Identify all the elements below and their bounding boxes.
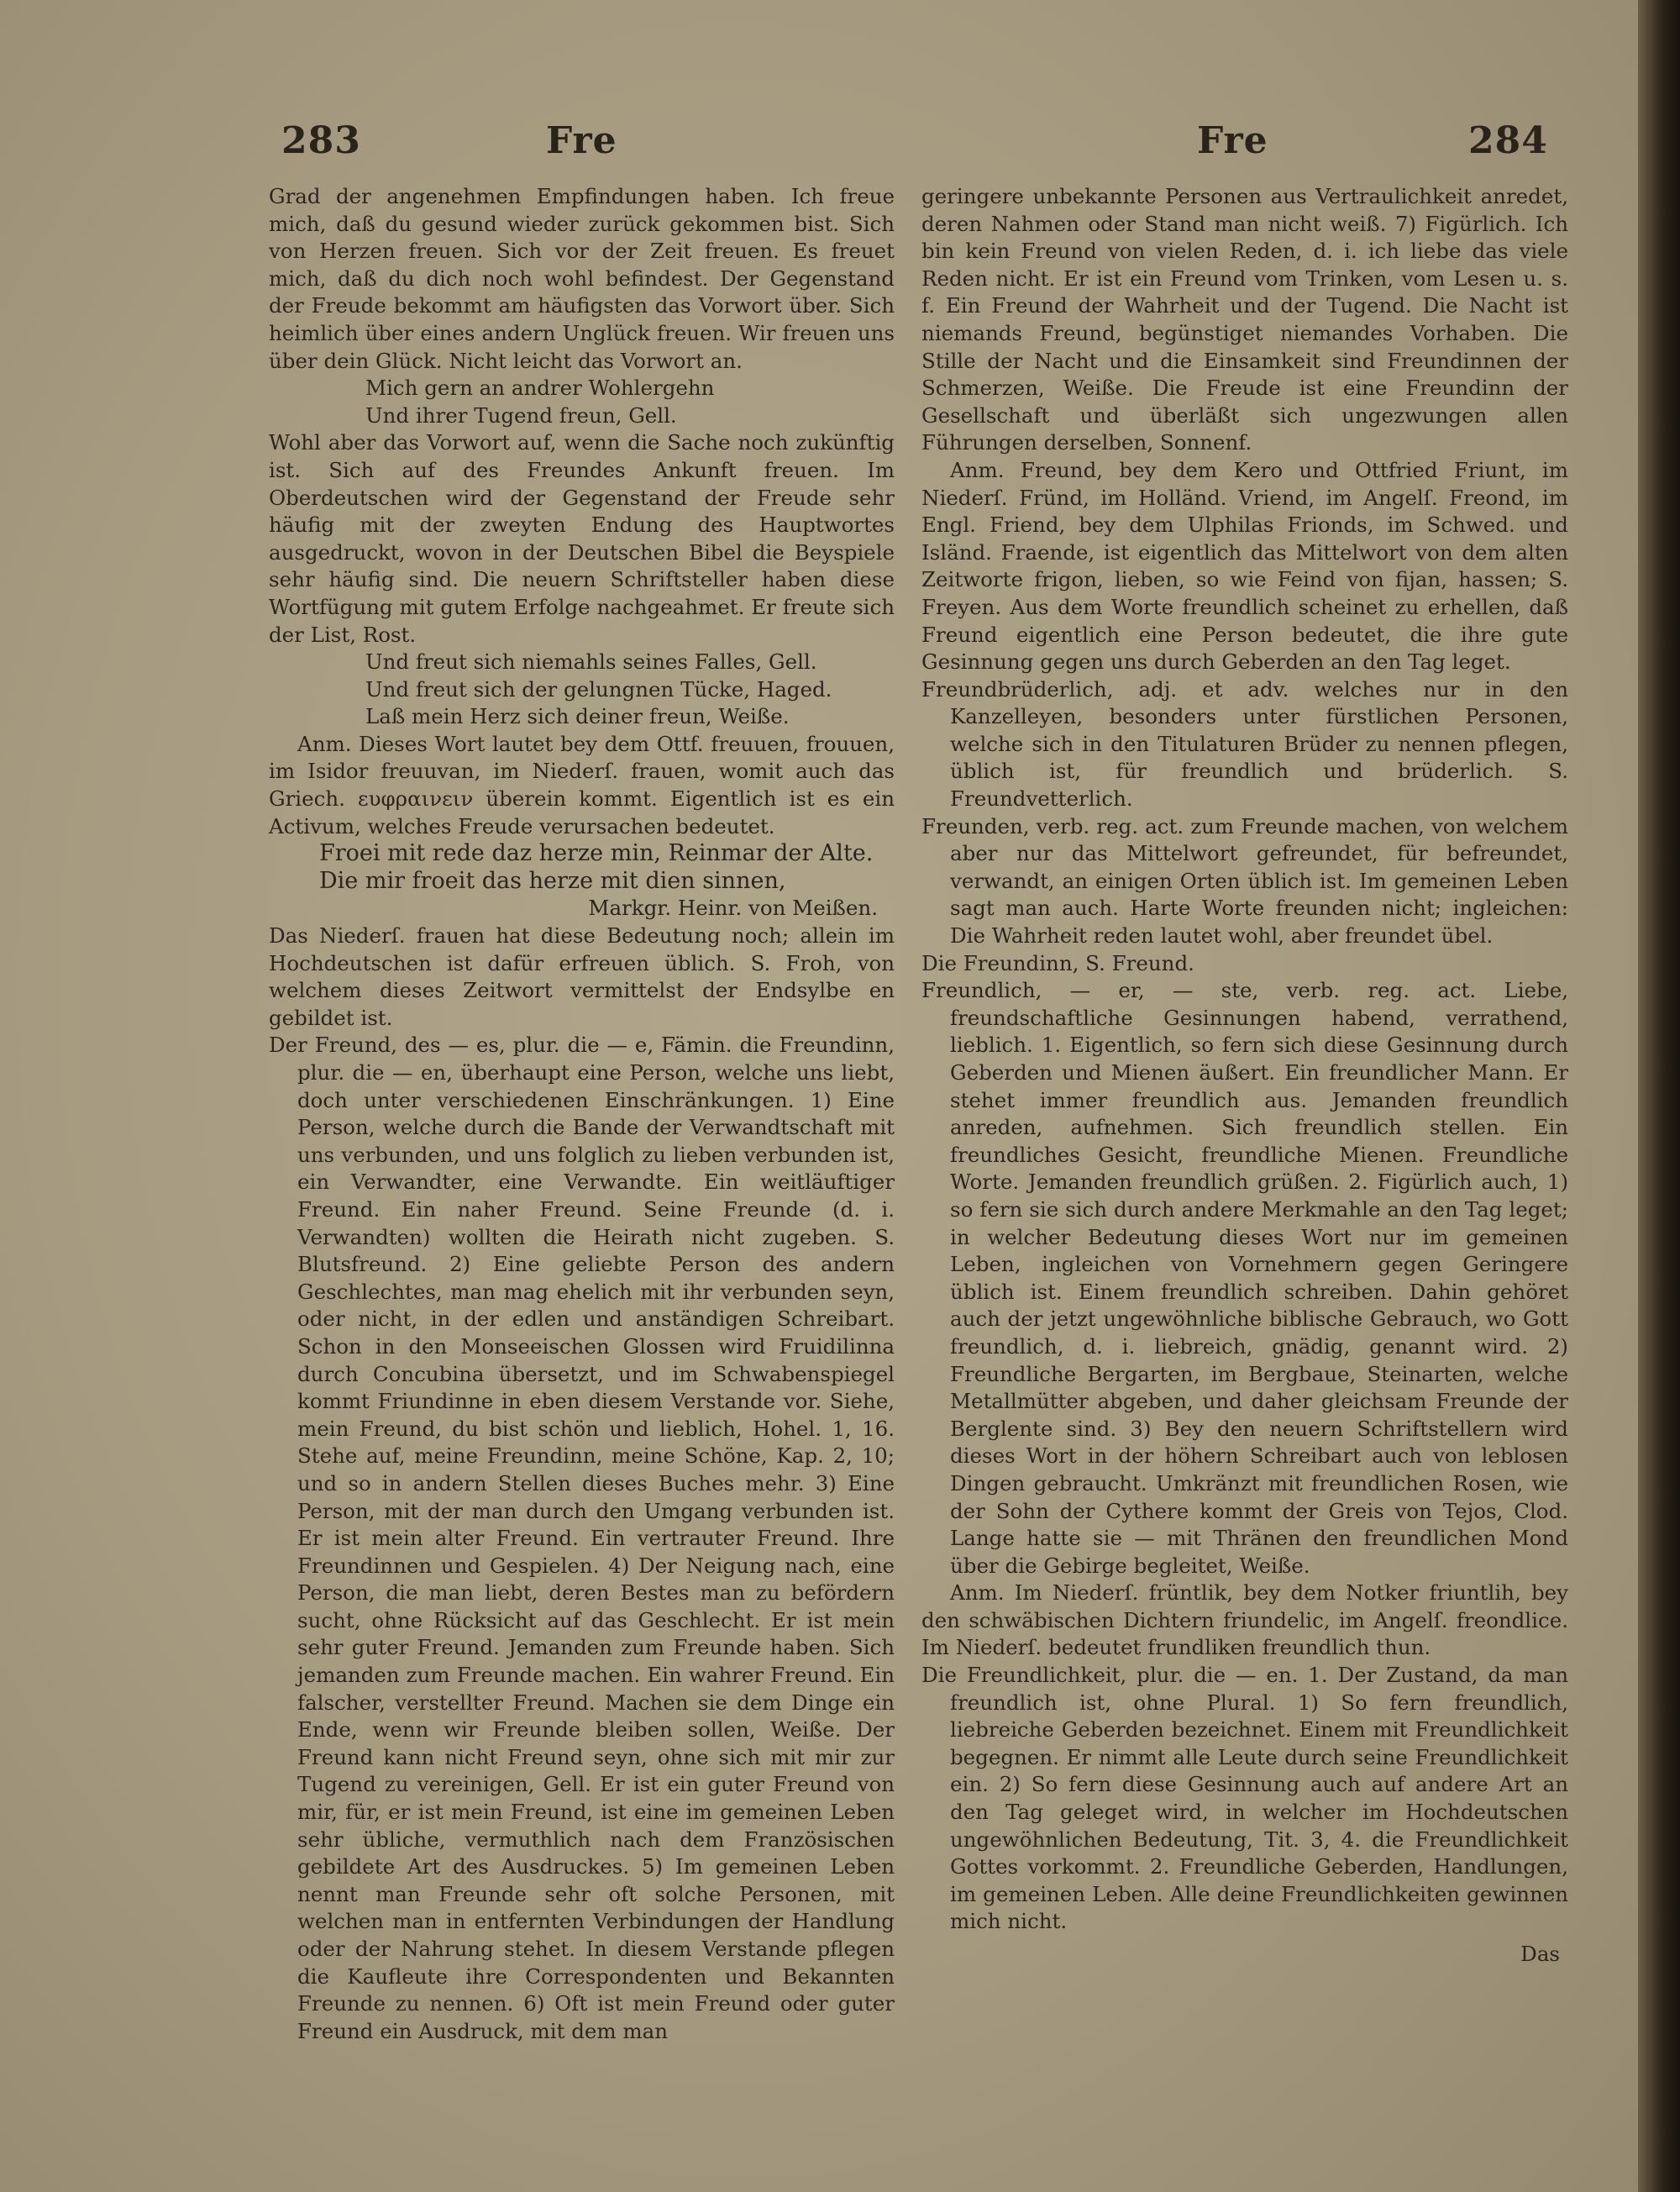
paragraph: Wohl aber das Vorwort auf, wenn die Sache noch zukünftig ist. Sich auf des Freundes Ankunft freuen. Im Oberdeutschen wird der Gegenstand der Freude sehr häufig mit der zweyten Endung des Hauptwortes ausgedruckt, wovon in der Deutschen Bibel die Beyspiele sehr häufig sind. Die neuern Schriftsteller haben diese Wortfügung mit gutem Erfolge nachgeahmet. Er freute sich der List, Rost.: [269, 430, 895, 647]
verse-line: Und freut sich niemahls seines Falles, Gell.: [365, 649, 817, 675]
verse-line: Laß mein Herz sich deiner freun, Weiße.: [365, 704, 790, 729]
entry-freundlich: Freundlich, — er, — ste, verb. reg. act. Liebe, freundschaftliche Gesinnungen habend, verrathend, lieblich. 1. Eigentlich, so fern sich diese Gesinnung durch Geberden und Mienen äußert. Ein freundlicher Mann. Er stehet immer freundlich aus. Jemanden freundlich anreden, aufnehmen. Sich freundlich stellen. Ein freundliches Gesicht, freundliche Mienen. Freundliche Worte. Jemanden freundlich grüßen. 2. Figürlich auch, 1) so fern sie sich durch andere Merkmahle an den Tag leget; in welcher Bedeutung dieses Wort nur im gemeinen Leben, ingleichen von Vornehmern gegen Geringere üblich ist. Einem freundlich schreiben. Dahin gehöret auch der jetzt ungewöhnliche biblische Gebrauch, wo Gott freundlich, d. i. liebreich, gnädig, genannt wird. 2) Freundliche Bergarten, im Bergbaue, Steinarten, welche Metallmütter abgeben, und daher gleichsam Freunde der Berglente sind. 3) Bey den neuern Schriftstellern wird dieses Wort in der höhern Schreibart auch von leblosen Dingen gebraucht. Umkränzt mit freundlichen Rosen, wie der Sohn der Cythere kommt der Greis von Tejos, Clod. Lange hatte sie — mit Thränen den freundlichen Mond über die Gebirge begleitet, Weiße.: [921, 978, 1568, 1578]
left-running-head: Fre: [546, 119, 617, 162]
verse-quote: [269, 649, 895, 731]
annotation-paragraph: Anm. Im Niederſ. früntlik, bey dem Notker friuntlih, bey den schwäbischen Dichtern friundelic, im Angelſ. freondlice. Im Niederſ. bedeutet frundliken freundlich thun.: [921, 1580, 1568, 1660]
annotation-paragraph: Anm. Freund, bey dem Kero und Ottfried Friunt, im Niederſ. Fründ, im Holländ. Vriend, im Angelſ. Freond, im Engl. Friend, bey dem Ulphilas Frionds, im Schwed. und Isländ. Fraende, ist eigentlich das Mittelwort von dem alten Zeitworte frigon, lieben, so wie Feind von fijan, hassen; S. Freyen. Aus dem Worte freundlich scheinet zu erhellen, daß Freund eigentlich eine Person bedeutet, die ihre gute Gesinnung gegen uns durch Geberden an den Tag leget.: [921, 457, 1568, 675]
paragraph: Grad der angenehmen Empfindungen haben. Ich freue mich, daß du gesund wieder zurück gekommen bist. Sich von Herzen freuen. Sich vor der Zeit freuen. Es freuet mich, daß du dich noch wohl befindest. Der Gegenstand der Freude bekommt am häufigsten das Vorwort über. Sich heimlich über eines andern Unglück freuen. Wir freuen uns über dein Glück. Nicht leicht das Vorwort an.: [269, 184, 895, 373]
running-header: [0, 119, 1638, 178]
right-column: [921, 183, 1568, 1969]
paragraph: geringere unbekannte Personen aus Vertraulichkeit anredet, deren Nahmen oder Stand man nicht weiß. 7) Figürlich. Ich bin kein Freund von vielen Reden, d. i. ich liebe das viele Reden nicht. Er ist ein Freund vom Trinken, vom Lesen u. s. f. Ein Freund der Wahrheit und der Tugend. Die Nacht ist niemands Freund, begünstiget niemandes Vorhaben. Die Stille der Nacht und die Einsamkeit sind Freundinnen der Schmerzen, Weiße. Die Freude ist eine Freundinn der Gesellschaft und überläßt sich ungezwungen allen Führungen derselben, Sonnenf.: [921, 184, 1568, 455]
left-page-number: 283: [281, 119, 361, 162]
paragraph: Das Niederſ. frauen hat diese Bedeutung noch; allein im Hochdeutschen ist dafür erfreuen üblich. S. Froh, von welchem dieses Zeitwort vermittelst der Endsylbe en gebildet ist.: [269, 923, 895, 1030]
entry-die-freundlichkeit: Die Freundlichkeit, plur. die — en. 1. Der Zustand, da man freundlich ist, ohne Plural. 1) So fern freundlich, liebreiche Geberden bezeichnet. Einem mit Freundlichkeit begegnen. Er nimmt alle Leute durch seine Freundlichkeit ein. 2) So fern diese Gesinnung auch auf andere Art an den Tag geleget wird, in welcher im Hochdeutschen ungewöhnlichen Bedeutung, Tit. 3, 4. die Freundlichkeit Gottes vorkommt. 2. Freundliche Geberden, Handlungen, im gemeinen Leben. Alle deine Freundlichkeiten gewinnen mich nicht.: [921, 1663, 1568, 1934]
left-column: [269, 183, 895, 2045]
verse-line: Und ihrer Tugend freun, Gell.: [365, 402, 677, 428]
right-running-head: Fre: [1197, 119, 1268, 162]
verse-line: Froei mit rede daz herze min, Reinmar der Alte.: [319, 840, 874, 867]
right-page-number: 284: [1468, 119, 1548, 162]
verse-line: Mich gern an andrer Wohlergehn: [365, 376, 715, 401]
entry-freunden: Freunden, verb. reg. act. zum Freunde machen, von welchem aber nur das Mittelwort gefreundet, für befreundet, verwandt, an einigen Orten üblich ist. Im gemeinen Leben sagt man auch. Harte Worte freunden nicht; ingleichen: Die Wahrheit reden lautet wohl, aber freundet übel.: [921, 813, 1568, 949]
entry-der-freund: Der Freund, des — es, plur. die — e, Fämin. die Freundinn, plur. die — en, überhaupt eine Person, welche uns liebt, doch unter verschiedenen Einschränkungen. 1) Eine Person, welche durch die Bande der Verwandtschaft mit uns verbunden, und uns folglich zu lieben verbunden ist, ein Verwandter, eine Verwandte. Ein weitläuftiger Freund. Ein naher Freund. Seine Freunde (d. i. Verwandten) wollten die Heirath nicht zugeben. S. Blutsfreund. 2) Eine geliebte Person des andern Geschlechtes, man mag ehelich mit ihr verbunden seyn, oder nicht, in der edlen und anständigen Schreibart. Schon in den Monseeischen Glossen wird Fruidilinna durch Concubina übersetzt, und im Schwabenspiegel kommt Friundinne in eben diesem Verstande vor. Siehe, mein Freund, du bist schön und lieblich, Hohel. 1, 16. Stehe auf, meine Freundinn, meine Schöne, Kap. 2, 10; und so in andern Stellen dieses Buches mehr. 3) Eine Person, mit der man durch den Umgang verbunden ist. Er ist mein alter Freund. Ein vertrauter Freund. Ihre Freundinnen und Gespielen. 4) Der Neigung nach, eine Person, die man liebt, deren Bestes man zu befördern sucht, ohne Rücksicht auf das Geschlecht. Er ist mein sehr guter Freund. Jemanden zum Freunde haben. Sich jemanden zum Freunde machen. Ein wahrer Freund. Ein falscher, verstellter Freund. Machen sie dem Dinge ein Ende, wenn wir Freunde bleiben sollen, Weiße. Der Freund kann nicht Freund seyn, ohne sich mit mir zur Tugend zu vereinigen, Gell. Er ist ein guter Freund von mir, für, er ist mein Freund, ist eine im gemeinen Leben sehr übliche, vermuthlich nach dem Französischen gebildete Art des Ausdruckes. 5) Im gemeinen Leben nennt man Freunde sehr oft solche Personen, mit welchen man in entfernten Verbindungen der Handlung oder der Nahrung stehet. In diesem Verstande pflegen die Kaufleute ihre Correspondenten und Bekannten Freunde zu nennen. 6) Oft ist mein Freund oder guter Freund ein Ausdruck, mit dem man: [269, 1033, 895, 2043]
verse-line: Und freut sich der gelungnen Tücke, Haged.: [365, 676, 832, 702]
verse-line: Die mir froeit das herze mit dien sinnen,: [319, 867, 786, 894]
catchword: Das: [1520, 1942, 1560, 1966]
annotation-paragraph: Anm. Dieses Wort lautet bey dem Ottf. freuuen, frouuen, im Isidor freuuvan, im Niederſ. frauen, womit auch das Griech. ευφραινειν überein kommt. Eigentlich ist es ein Activum, welches Freude verursachen bedeutet.: [269, 731, 895, 838]
middle-high-german-quote: [269, 840, 895, 895]
quote-attribution: Markgr. Heinr. von Meißen.: [588, 896, 878, 921]
entry-die-freundinn: Die Freundinn, S. Freund.: [921, 950, 1194, 975]
book-binding-edge: [1638, 0, 1680, 2192]
verse-quote: [269, 375, 895, 429]
entry-freundbruederlich: Freundbrüderlich, adj. et adv. welches nur in den Kanzelleyen, besonders unter fürstlichen Personen, welche sich in den Titulaturen Brüder zu nennen pflegen, üblich ist, für freundlich und brüderlich. S. Freundvetterlich.: [921, 676, 1568, 812]
